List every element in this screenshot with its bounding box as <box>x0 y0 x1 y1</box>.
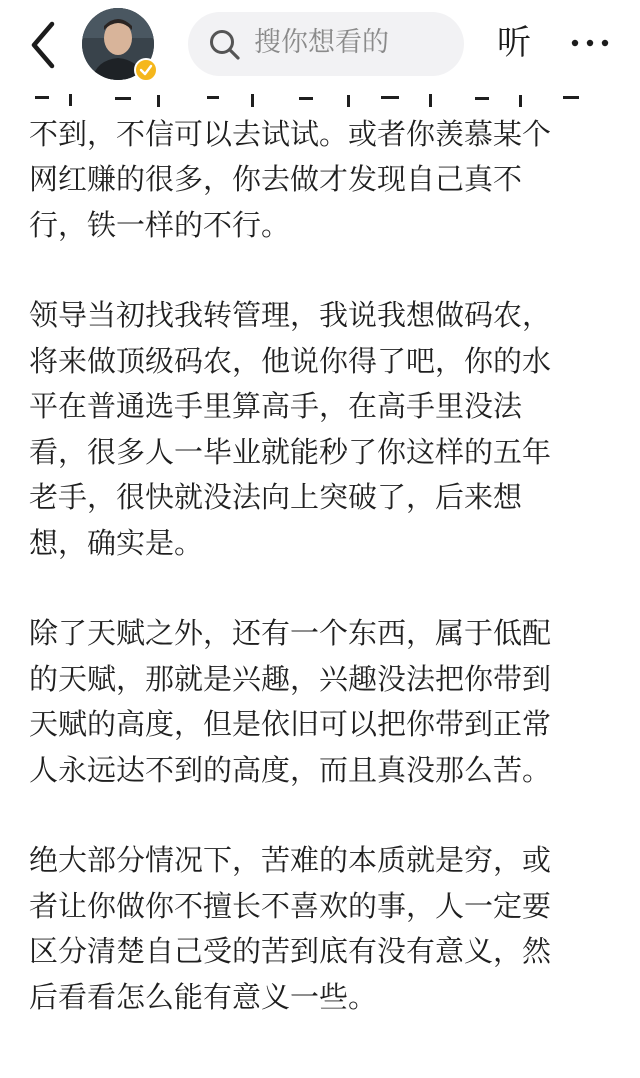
text-line: 老手，很快就没法向上突破了，后来想 <box>29 480 523 514</box>
text-line: 绝大部分情况下，苦难的本质就是穷，或 <box>29 843 552 877</box>
text-line: 看，很多人一毕业就能秒了你这样的五年 <box>29 434 552 469</box>
clipped-text-fragment <box>29 90 611 110</box>
listen-button[interactable]: 听 <box>497 23 531 63</box>
paragraph-2 <box>29 293 611 566</box>
back-button[interactable] <box>22 18 66 72</box>
text-line: 领导当初找我转管理，我说我想做码农， <box>29 298 552 332</box>
text-line: 不到，不信可以去试试。或者你羡慕某个 <box>29 116 552 151</box>
text-line: 想，确实是。 <box>29 525 204 560</box>
text-line: 天赋的高度，但是依旧可以把你带到正常 <box>29 707 552 741</box>
verified-badge-icon <box>134 58 158 82</box>
text-line: 人永远达不到的高度，而且真没那么苦。 <box>29 752 552 787</box>
more-dots-icon <box>566 28 614 58</box>
text-line: 后看看怎么能有意义一些。 <box>29 979 378 1014</box>
paragraph-4 <box>29 838 611 1020</box>
more-button[interactable] <box>566 28 614 58</box>
text-line: 的天赋，那就是兴趣，兴趣没法把你带到 <box>29 661 552 696</box>
paragraph-3 <box>29 611 611 793</box>
text-line: 将来做顶级码农，他说你得了吧，你的水 <box>29 343 552 378</box>
text-line: 除了天赋之外，还有一个东西，属于低配 <box>29 616 552 650</box>
text-line: 网红赚的很多，你去做才发现自己真不 <box>29 162 523 196</box>
search-placeholder: 搜你想看的 <box>254 27 389 58</box>
article-body <box>29 66 611 1065</box>
top-nav-bar <box>0 0 640 92</box>
text-line: 平在普通选手里算高手，在高手里没法 <box>29 389 523 423</box>
chevron-left-icon <box>22 18 66 72</box>
paragraph-1 <box>29 112 611 249</box>
text-line: 区分清楚自己受的苦到底有没有意义，然 <box>29 934 552 968</box>
text-line: 行，铁一样的不行。 <box>29 207 291 242</box>
search-icon <box>208 28 242 62</box>
search-input[interactable] <box>188 12 464 76</box>
text-line: 者让你做你不擅长不喜欢的事，人一定要 <box>29 888 552 923</box>
